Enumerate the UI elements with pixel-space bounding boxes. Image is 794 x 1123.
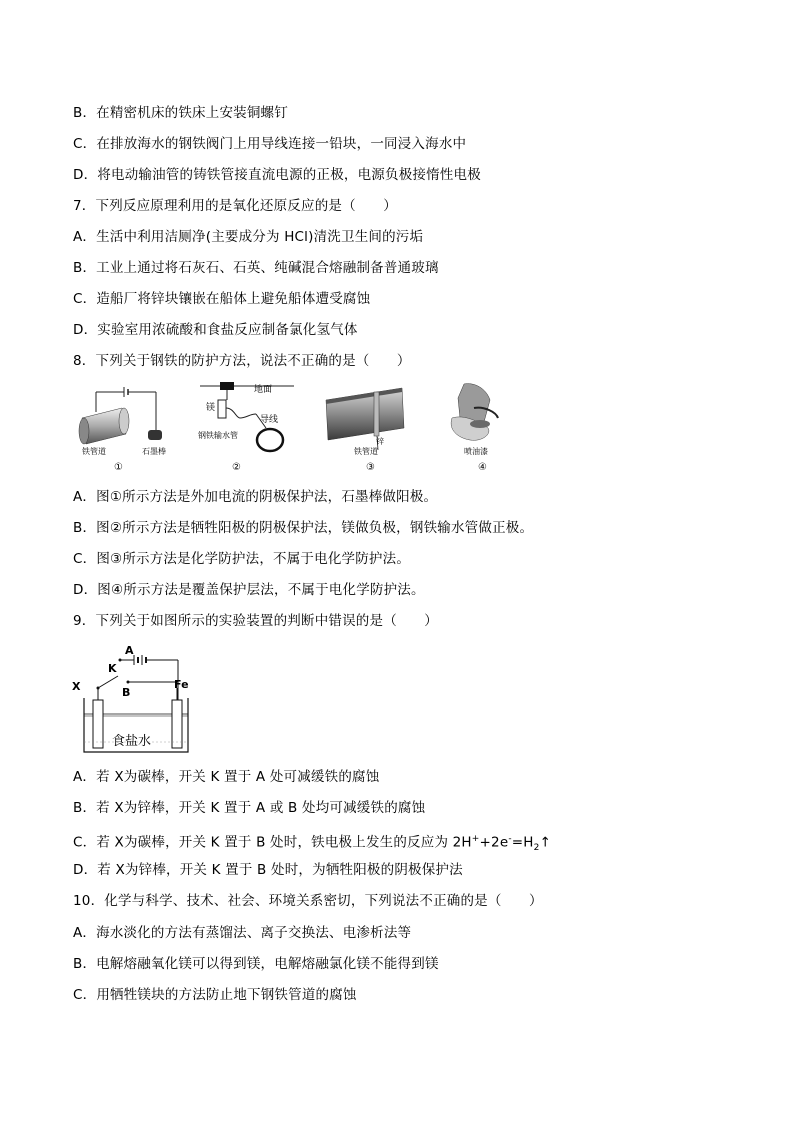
figure-3-number: ③ xyxy=(366,462,375,473)
terminal-a-label: A xyxy=(125,644,134,657)
option-b-previous: B．在精密机床的铁床上安装铜螺钉 xyxy=(73,105,288,121)
question-7-option-a: A．生活中利用洁厕净(主要成分为 HCl)清洗卫生间的污垢 xyxy=(73,229,424,245)
figure-2-sacrificial-anode xyxy=(194,378,304,478)
figure-1-external-current xyxy=(74,378,184,478)
figure-4-number: ④ xyxy=(478,462,487,473)
figure-3-pipe-label: 铁管道 xyxy=(354,447,378,456)
question-8-option-d: D．图④所示方法是覆盖保护层法，不属于电化学防护法。 xyxy=(73,582,425,598)
question-10-option-a: A．海水淡化的方法有蒸馏法、离子交换法、电渗析法等 xyxy=(73,925,412,941)
gas-arrow: ↑ xyxy=(539,834,552,851)
question-8-option-a: A．图①所示方法是外加电流的阴极保护法，石墨棒做阳极。 xyxy=(73,489,438,505)
question-9-option-d: D．若 X为锌棒，开关 K 置于 B 处时，为牺牲阳极的阴极保护法 xyxy=(73,862,463,878)
question-9-option-c xyxy=(73,830,551,857)
option-d-previous: D．将电动输油管的铸铁管接直流电源的正极，电源负极接惰性电极 xyxy=(73,167,481,183)
figure-4-label: 喷油漆 xyxy=(464,447,488,456)
question-9-apparatus xyxy=(70,642,200,760)
question-8-option-c: C．图③所示方法是化学防护法，不属于电化学防护法。 xyxy=(73,551,411,567)
electrode-x-label: X xyxy=(72,680,81,693)
question-10-option-b: B．电解熔融氧化镁可以得到镁，电解熔融氯化镁不能得到镁 xyxy=(73,956,439,972)
question-7-option-b: B．工业上通过将石灰石、石英、纯碱混合熔融制备普通玻璃 xyxy=(73,260,439,276)
figure-1-graphite-label: 石墨棒 xyxy=(142,447,166,456)
equals-h: =H xyxy=(511,834,534,851)
question-9: 9．下列关于如图所示的实验装置的判断中错误的是（ ） xyxy=(73,613,438,629)
question-8: 8．下列关于钢铁的防护方法，说法不正确的是（ ） xyxy=(73,353,411,369)
switch-k-label: K xyxy=(108,662,117,675)
superscript-minus: - xyxy=(508,834,512,844)
question-10-option-c: C．用牺牲镁块的方法防止地下钢铁管道的腐蚀 xyxy=(73,987,357,1003)
question-8-figures xyxy=(74,378,534,478)
figure-3-zinc-label: 锌 xyxy=(376,437,384,446)
question-10: 10．化学与科学、技术、社会、环境关系密切，下列说法不正确的是（ ） xyxy=(73,893,543,909)
solution-label: 食盐水 xyxy=(112,734,152,749)
figure-1-number: ① xyxy=(114,462,123,473)
figure-2-pipe-label: 钢铁输水管 xyxy=(198,431,238,440)
figure-2-magnesium-label: 镁 xyxy=(206,403,216,413)
question-9-option-c-text: C．若 X为碳棒，开关 K 置于 B 处时，铁电极上发生的反应为 2H xyxy=(73,834,472,851)
electrode-fe-label: Fe xyxy=(174,678,189,691)
figure-2-wire-label: 导线 xyxy=(260,415,279,425)
figure-2-number: ② xyxy=(232,462,241,473)
figure-1-pipe-label: 铁管道 xyxy=(82,447,106,456)
subscript-two: 2 xyxy=(533,843,540,854)
terminal-b-label: B xyxy=(122,686,131,699)
question-7-option-d: D．实验室用浓硫酸和食盐反应制备氯化氢气体 xyxy=(73,322,358,338)
electron-term: +2e xyxy=(479,834,509,851)
question-7: 7．下列反应原理利用的是氧化还原反应的是（ ） xyxy=(73,198,397,214)
option-c-previous: C．在排放海水的钢铁阀门上用导线连接一铅块，一同浸入海水中 xyxy=(73,136,467,152)
figure-2-ground-label: 地面 xyxy=(254,385,273,395)
superscript-plus: + xyxy=(471,834,480,844)
question-9-option-b: B．若 X为锌棒，开关 K 置于 A 或 B 处均可减缓铁的腐蚀 xyxy=(73,800,426,816)
question-7-option-c: C．造船厂将锌块镶嵌在船体上避免船体遭受腐蚀 xyxy=(73,291,371,307)
question-9-option-a: A．若 X为碳棒，开关 K 置于 A 处可减缓铁的腐蚀 xyxy=(73,769,380,785)
question-8-option-b: B．图②所示方法是牺牲阳极的阴极保护法，镁做负极，钢铁输水管做正极。 xyxy=(73,520,534,536)
